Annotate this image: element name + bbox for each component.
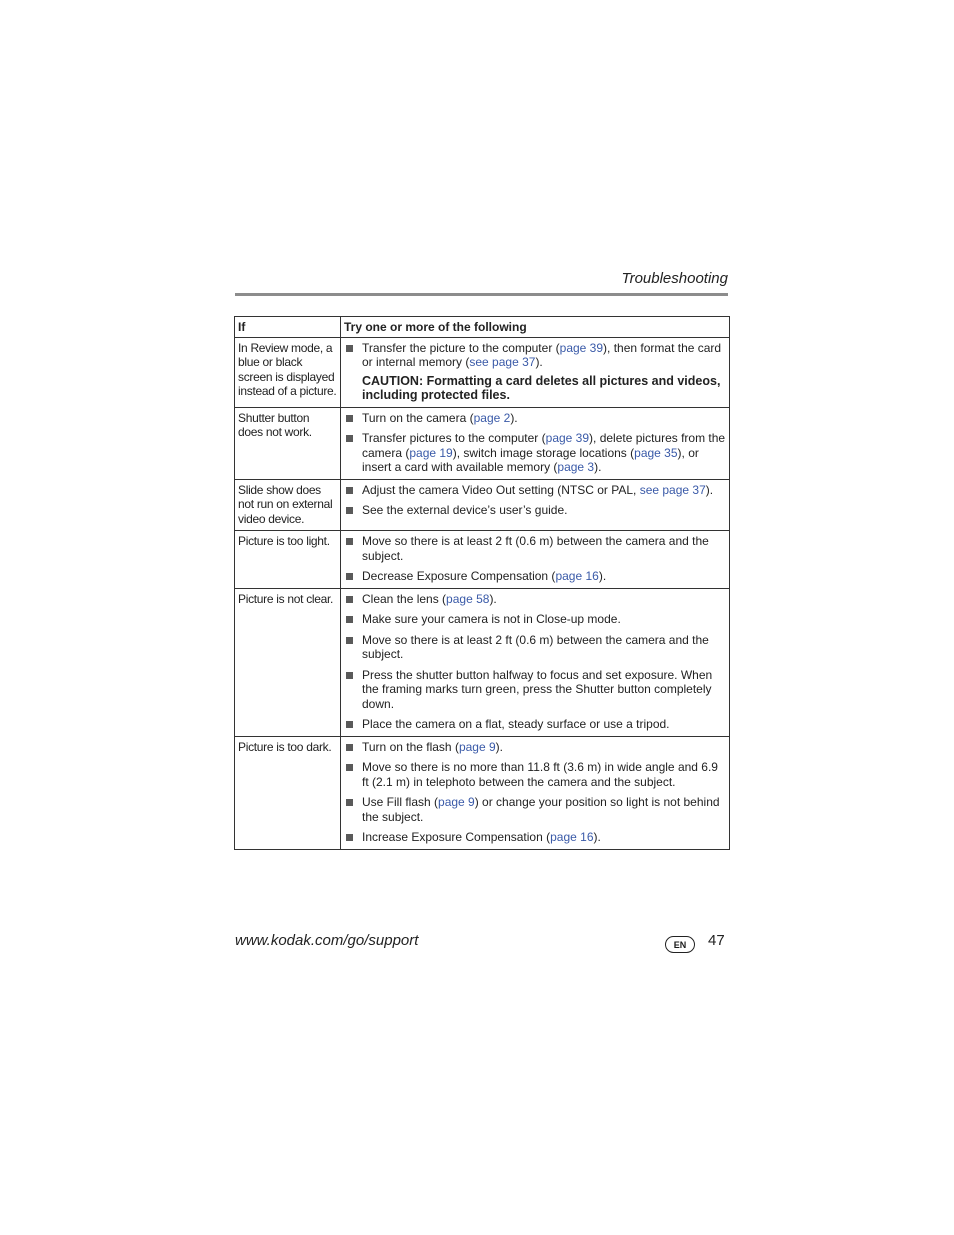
problem-cell: Picture is too dark. [235,736,341,849]
list-item [344,483,726,498]
solution-list [344,592,726,732]
problem-cell: In Review mode, a blue or black screen is displayed instead of a picture. [235,337,341,407]
list-item [344,668,726,712]
list-item [344,431,726,475]
square-bullet-icon [346,573,353,580]
square-bullet-icon [346,834,353,841]
page-reference-link[interactable]: see page 37 [639,482,706,497]
support-url-link[interactable]: www.kodak.com/go/support [235,932,419,949]
square-bullet-icon [346,507,353,514]
page-reference-link[interactable]: page 16 [550,830,594,844]
language-badge: EN [665,936,695,953]
table-row [235,407,730,479]
list-item [344,717,726,732]
page-reference-link[interactable]: page 16 [555,569,599,583]
solution-cell [341,407,730,479]
solution-text: ). [495,739,503,754]
table-row [235,588,730,736]
list-item [344,740,726,755]
solution-text: ), switch image storage locations ( [452,445,635,460]
solution-text: Move so there is no more than 11.8 ft (3.6 m) in wide angle and 6.9 ft (2.1 m) in telephoto between the camera and the subject. [362,760,718,789]
list-item [344,411,726,426]
solution-list [344,483,726,518]
solution-text: ) or change your position so light is not behind the subject. [362,795,720,824]
square-bullet-icon [346,672,353,679]
solution-text: Turn on the camera ( [362,410,474,425]
solution-text: ), delete pictures from the camera ( [362,431,726,460]
solution-text: Turn on the flash ( [362,739,459,754]
solution-text: ), or insert a card with available memory ( [362,445,699,474]
solution-text: ). [510,410,518,425]
section-title: Troubleshooting [621,270,728,287]
page-reference-link[interactable]: page 9 [438,795,475,809]
problem-cell: Shutter button does not work. [235,407,341,479]
solution-text: ). [705,482,714,497]
square-bullet-icon [346,435,353,442]
list-item [344,569,726,584]
solution-text: Clean the lens ( [362,591,447,606]
solution-cell [341,479,730,531]
list-item [344,760,726,789]
solution-list [344,534,726,584]
table-header-row [235,317,730,338]
solution-text: ). [594,460,602,474]
solution-text: Transfer pictures to the computer ( [362,431,546,445]
solution-cell [341,588,730,736]
solution-cell [341,736,730,849]
solution-text: Make sure your camera is not in Close-up mode. [362,612,621,626]
solution-text: Transfer the picture to the computer ( [362,340,560,355]
page-reference-link[interactable]: page 19 [409,445,453,460]
square-bullet-icon [346,415,353,422]
square-bullet-icon [346,637,353,644]
solution-text: ). [535,355,543,369]
problem-cell: Picture is not clear. [235,588,341,736]
solution-text: ). [593,830,601,844]
solution-text: Place the camera on a flat, steady surface or use a tripod. [362,717,670,731]
solution-text: Move so there is at least 2 ft (0.6 m) between the camera and the subject. [362,534,709,563]
square-bullet-icon [346,345,353,352]
table-row [235,531,730,589]
list-item [344,341,726,370]
list-item [344,830,726,845]
column-header-try: Try one or more of the following [341,317,730,338]
square-bullet-icon [346,799,353,806]
troubleshooting-table [234,316,730,850]
solution-text: ). [489,591,497,606]
table-row [235,337,730,407]
solution-cell [341,531,730,589]
square-bullet-icon [346,596,353,603]
square-bullet-icon [346,616,353,623]
square-bullet-icon [346,744,353,751]
list-item [344,592,726,607]
problem-cell: Slide show does not run on external video device. [235,479,341,531]
page-reference-link[interactable]: see page 37 [469,355,536,369]
square-bullet-icon [346,721,353,728]
list-item [344,612,726,627]
caution-note: CAUTION: Formatting a card deletes all pictures and videos, including protected files. [362,373,721,402]
solution-text: Use Fill flash ( [362,795,439,809]
table-body [235,337,730,849]
solution-list [344,740,726,845]
solution-text: ), then format the card or internal memory ( [362,340,722,369]
solution-text: Decrease Exposure Compensation ( [362,569,556,583]
list-item [344,795,726,824]
page-number: 47 [708,932,725,949]
page-reference-link[interactable]: page 35 [634,445,678,460]
problem-cell: Picture is too light. [235,531,341,589]
table-row [235,736,730,849]
list-item [344,503,726,518]
square-bullet-icon [346,487,353,494]
page-reference-link[interactable]: page 3 [557,460,595,474]
page-reference-link[interactable]: page 39 [545,431,590,445]
square-bullet-icon [346,764,353,771]
solution-text: Move so there is at least 2 ft (0.6 m) between the camera and the subject. [362,632,709,661]
solution-cell [341,337,730,407]
solution-text: See the external device’s user’s guide. [362,503,568,517]
solution-list [344,341,726,370]
page-reference-link[interactable]: page 9 [458,739,496,754]
table-row [235,479,730,531]
solution-text: Adjust the camera Video Out setting (NTSC or PAL, [362,482,640,497]
header-divider [235,293,728,296]
square-bullet-icon [346,538,353,545]
column-header-if: If [235,317,341,338]
solution-text: ). [598,569,607,583]
page-reference-link[interactable]: page 58 [446,591,490,606]
page-reference-link[interactable]: page 39 [559,340,604,355]
list-item [344,633,726,662]
solution-text: Press the shutter button halfway to focus and set exposure. When the framing marks turn green, press the Shutter button completely down. [362,667,713,711]
solution-text: Increase Exposure Compensation ( [362,830,551,844]
page-reference-link[interactable]: page 2 [473,410,511,425]
solution-list [344,411,726,475]
list-item [344,534,726,563]
